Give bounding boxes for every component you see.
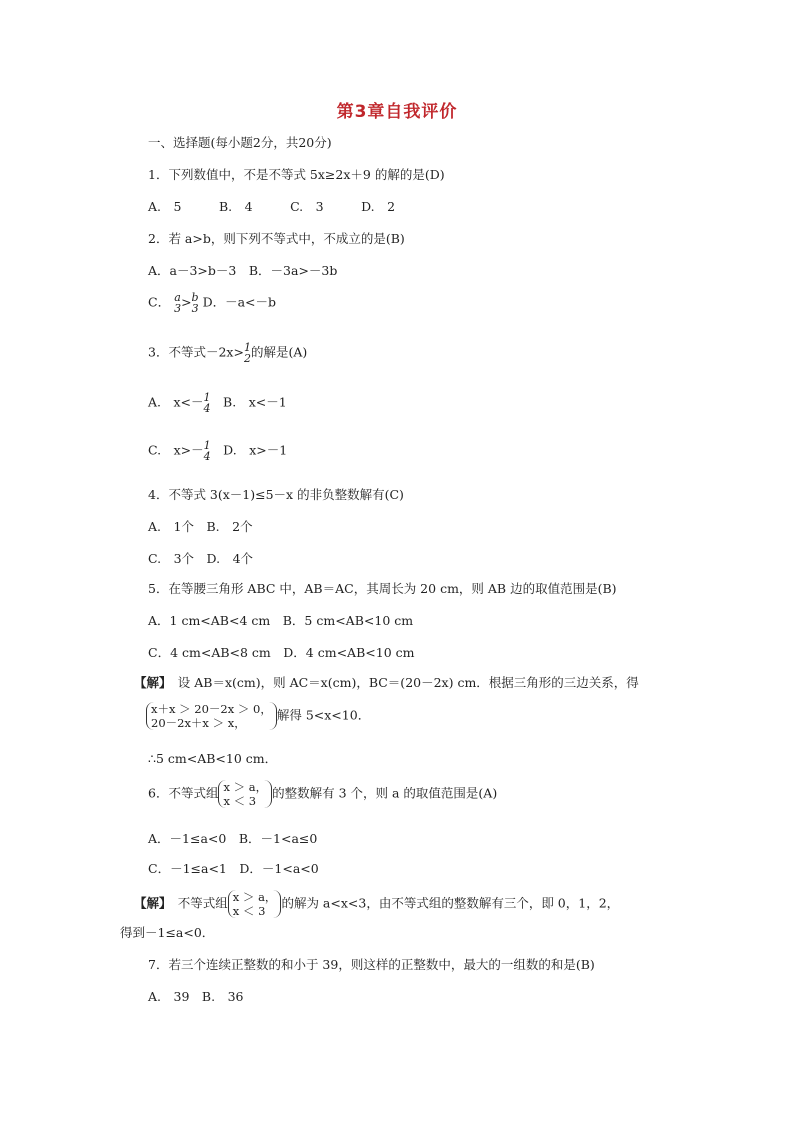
- question-5-conclusion: ∴5 cm<AB<10 cm．: [148, 751, 278, 766]
- question-2-stem: 2．若 a>b，则下列不等式中，不成立的是(B): [148, 231, 405, 246]
- question-5-stem: 5．在等腰三角形 ABC 中，AB＝AC，其周长为 20 cm，则 AB 边的取值范围是(B): [148, 581, 617, 596]
- option-d: D．－a<－b: [202, 294, 277, 310]
- question-4-options-ab: A. 1个 B. 2个: [148, 519, 253, 534]
- question-6-solution: 【解】 不等式组 x ＞ a， x ＜ 3 的解为 a<x<3，由不等式组的整数解有三个，即 0，1，2，: [134, 890, 620, 918]
- question-7-stem: 7．若三个连续正整数的和小于 39，则这样的正整数中，最大的一组数的和是(B): [148, 957, 595, 972]
- inequality-system: x ＞ a， x ＜ 3: [228, 890, 282, 918]
- question-3-options-ab: A. x<－ 1 4 B. x<－1: [148, 391, 287, 415]
- question-2-options-ab: A．a－3>b－3 B．－3a>－3b: [148, 263, 338, 278]
- question-3-stem: 3．不等式－2x> 1 2 的解是(A): [148, 341, 308, 365]
- question-5-system: x＋x ＞ 20－2x ＞ 0， 20－2x＋x ＞ x， 解得 5<x<10．: [146, 702, 370, 730]
- option-c-label: C．: [148, 294, 171, 310]
- fraction-b-over-3: b 3: [191, 291, 199, 315]
- question-4-options-cd: C. 3个 D. 4个: [148, 551, 254, 566]
- question-6-stem: 6．不等式组 x ＞ a， x ＜ 3 的整数解有 3 个，则 a 的取值范围是(A): [148, 780, 498, 808]
- question-1-stem: 1．下列数值中，不是不等式 5x≥2x＋9 的解的是(D): [148, 167, 445, 182]
- question-5-options-ab: A．1 cm<AB<4 cm B．5 cm<AB<10 cm: [148, 613, 414, 628]
- question-1-options: A. 5 B. 4 C. 3 D. 2: [148, 199, 396, 214]
- fraction-one-quarter: 1 4: [203, 391, 211, 415]
- question-4-stem: 4．不等式 3(x－1)≤5－x 的非负整数解有(C): [148, 487, 404, 502]
- question-6-solution-line2: 得到－1≤a<0．: [120, 925, 215, 940]
- question-5-options-cd: C．4 cm<AB<8 cm D．4 cm<AB<10 cm: [148, 645, 415, 660]
- fraction-one-half: 1 2: [243, 341, 251, 365]
- question-3-options-cd: C. x>－ 1 4 D. x>－1: [148, 439, 288, 463]
- question-6-options-cd: C．－1≤a<1 D．－1<a<0: [148, 861, 319, 876]
- fraction-one-quarter: 1 4: [203, 439, 211, 463]
- question-6-options-ab: A．－1≤a<0 B．－1<a≤0: [148, 831, 318, 846]
- page-title: 第3章自我评价: [336, 102, 458, 122]
- solution-label: 【解】: [134, 675, 166, 690]
- inequality-system: x ＞ a， x ＜ 3: [218, 780, 272, 808]
- solution-label: 【解】: [134, 895, 166, 911]
- question-5-solution: 【解】 设 AB＝x(cm)，则 AC＝x(cm)，BC＝(20－2x) cm．根据三角形的三边关系，得: [134, 675, 639, 690]
- section-heading: 一、选择题(每小题2分，共20分): [148, 135, 332, 150]
- question-7-options-ab: A. 39 B. 36: [148, 989, 244, 1004]
- inequality-system: x＋x ＞ 20－2x ＞ 0， 20－2x＋x ＞ x，: [146, 702, 277, 730]
- question-2-options-cd: C． a 3 > b 3 D．－a<－b: [148, 291, 277, 315]
- fraction-a-over-3: a 3: [174, 291, 182, 315]
